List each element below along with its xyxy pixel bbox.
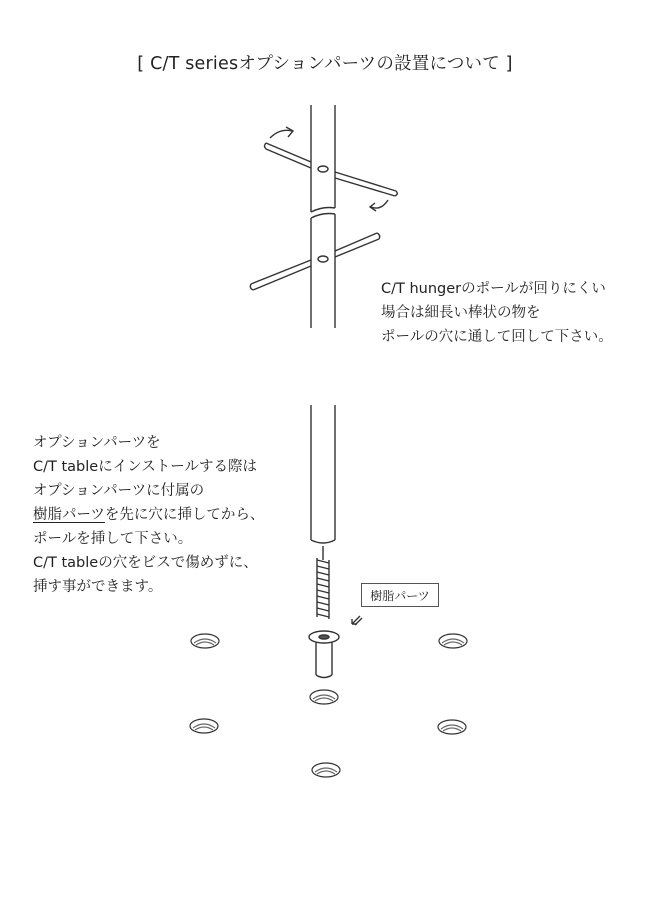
note-line: オプションパーツを (33, 435, 161, 451)
table-holes (190, 634, 467, 777)
page-title: [ C/T seriesオプションパーツの設置について ] (137, 54, 513, 74)
table-hole (438, 720, 466, 734)
threaded-bolt (317, 560, 329, 617)
note-line: ポールを挿して下さい。 (33, 531, 193, 547)
pole-install-illustration (309, 405, 362, 678)
callout-arrow-icon (352, 616, 362, 625)
table-hole (190, 719, 218, 733)
note-line: C/T tableの穴をビスで傷めずに、 (33, 555, 258, 571)
note-line: オプションパーツに付属の (33, 483, 205, 499)
note-line: C/T tableにインストールする際は (33, 459, 257, 475)
top-instruction-note (381, 277, 613, 349)
pole-rotation-illustration (250, 105, 397, 328)
note-line: ポールの穴に通して回して下さい。 (381, 329, 613, 345)
note-line: C/T hungerのポールが回りにくい (381, 281, 606, 297)
note-line: 挿す事ができます。 (33, 579, 163, 595)
note-text: を先に穴に挿してから、 (104, 507, 265, 523)
resin-part-underlined: 樹脂パーツ (33, 507, 105, 523)
rod-lower (250, 233, 379, 290)
note-line: 場合は細長い棒状の物を (381, 305, 541, 321)
resin-part-callout-label: 樹脂パーツ (361, 583, 439, 607)
table-hole (191, 634, 219, 648)
table-hole (439, 634, 467, 648)
table-hole (310, 690, 338, 704)
rod-upper (265, 143, 398, 196)
table-hole (312, 763, 340, 777)
note-line (33, 503, 264, 527)
left-instruction-note (33, 431, 264, 599)
